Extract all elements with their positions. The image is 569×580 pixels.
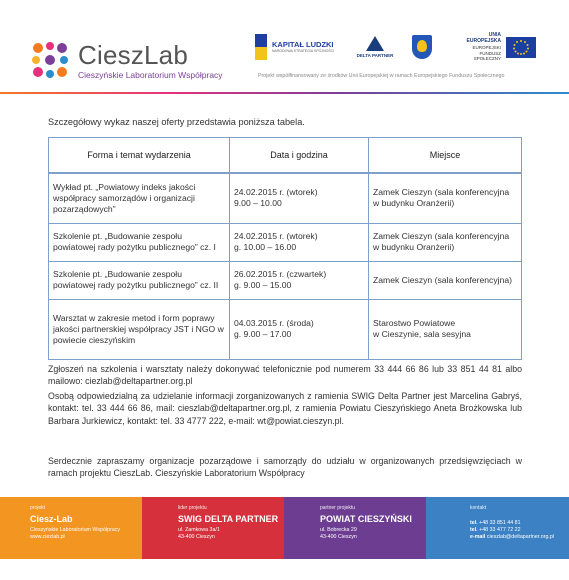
contact-paragraph: Osobą odpowiedzialną za udzielanie informacji zorganizowanych z ramienia SWIG Delta Partner jest Marcelina Gabryś, kontakt: tel. 33 444 66 86, mail: cieszlab@deltapartner.org.pl, z ramienia Powiatu Cieszyńskiego Aneta Brożkowska lub Barbara Jurkiewicz, kontakt: tel. 33 4777 222, e-mail: wt@powiat.cieszyn.pl.	[48, 391, 522, 426]
eu-logo	[455, 30, 545, 64]
footer-name: Ciesz-Lab	[30, 514, 73, 524]
delta-partner-text: DELTA PARTNER	[356, 53, 394, 58]
footer-name: POWIAT CIESZYŃSKI	[320, 514, 412, 524]
cell-place: Zamek Cieszyn (sala konferencyjna)	[373, 274, 512, 285]
header-event: Forma i temat wydarzenia	[49, 138, 230, 174]
header-place: Miejsce	[369, 138, 522, 174]
cell-place: Zamek Cieszyn (sala konferencyjna w budynku Oranżerii)	[373, 231, 510, 252]
eu-title: UNIA EUROPEJSKA	[466, 31, 501, 45]
cell-event: Wykład pt. „Powiatowy indeks jakości współpracy samorządów i organizacji pozarządowych”	[53, 181, 196, 214]
footer-project	[0, 497, 142, 559]
footer-partner	[284, 497, 426, 559]
footer-phone-1: tel. +48 33 851 44 81	[470, 520, 521, 526]
delta-triangle-icon	[366, 36, 384, 51]
cell-date: 04.03.2015 r. (środa) g. 9.00 – 17.00	[234, 318, 314, 339]
cell-place: Starostwo Powiatowe w Cieszynie, sala sesyjna	[373, 318, 471, 339]
footer-website-link[interactable]: www.ciezlab.pl	[30, 534, 65, 540]
delta-partner-logo	[355, 30, 395, 64]
cell-date: 24.02.2015 r. (wtorek) 9.00 – 10.00	[234, 187, 318, 209]
intro-text: Szczegółowy wykaz naszej oferty przedstawia poniższa tabela.	[48, 117, 305, 127]
table-row	[49, 299, 522, 359]
footer-contact	[426, 497, 569, 559]
project-funding-note: Projekt współfinansowany ze środków Unii Europejskiej w ramach Europejskiego Funduszu Społecznego	[258, 73, 505, 79]
footer-phone-2: tel. +48 33 477 72 22	[470, 527, 521, 533]
kapital-ludzki-logo	[255, 30, 350, 64]
header-date: Data i godzina	[230, 138, 369, 174]
cell-date: 24.02.2015 r. (wtorek) g. 10.00 – 16.00	[234, 231, 318, 252]
footer-name: SWIG DELTA PARTNER	[178, 514, 279, 524]
eu-flag-icon	[506, 37, 536, 58]
footer-line: ul. Bobrecka 29	[320, 527, 357, 533]
registration-paragraph: Zgłoszeń na szkolenia i warsztaty należy dokonywać telefonicznie pod numerem 33 444 66 86 lub 33 851 44 81 albo mailowo: ciezlab@deltapartner.org.pl	[48, 364, 522, 387]
header-divider	[0, 92, 569, 94]
kl-subtitle: NARODOWA STRATEGIA SPÓJNOŚCI	[272, 49, 335, 54]
footer-label: projekt	[30, 505, 46, 511]
table-header-row	[49, 138, 522, 174]
footer-line: 43-400 Cieszyn	[178, 534, 215, 540]
logo-title: CieszLab	[78, 40, 188, 70]
kl-flag-icon	[255, 34, 267, 60]
footer-label: partner projektu	[320, 505, 356, 511]
footer-label: lider projektu	[178, 505, 207, 511]
footer-line: ul. Zamkowa 3a/1	[178, 527, 220, 533]
cell-event: Szkolenie pt. „Budowanie zespołu powiatowej rady pożytku publicznego” cz. I	[53, 231, 216, 252]
powiat-crest	[412, 30, 434, 64]
table-row	[49, 261, 522, 299]
offer-table	[48, 137, 522, 360]
cell-event: Warsztat w zakresie metod i form poprawy jakości partnerskiej współpracy JST i NGO w powiecie cieszyńskim	[53, 312, 224, 345]
invitation-paragraph: Serdecznie zapraszamy organizacje pozarządowe i samorządy do udziału w organizowanych przedsięwzięciach w ramach projektu CieszLab. Cieszyńskie Laboratorium Współpracy	[48, 456, 522, 479]
table-row	[49, 173, 522, 223]
cell-date: 26.02.2015 r. (czwartek) g. 9.00 – 15.00	[234, 269, 327, 290]
cieszlab-logo-icon	[30, 40, 70, 80]
eu-subtitle: EUROPEJSKI FUNDUSZ SPOŁECZNY	[472, 44, 501, 62]
logo-subtitle: Cieszyńskie Laboratorium Współpracy	[78, 70, 223, 80]
cell-event: Szkolenie pt. „Budowanie zespołu powiatowej rady pożytku publicznego” cz. II	[53, 269, 219, 290]
footer-label: kontakt	[470, 505, 487, 511]
footer-line: 43-400 Cieszyn	[320, 534, 357, 540]
crest-shield-icon	[412, 35, 432, 59]
cell-place: Zamek Cieszyn (sala konferencyjna w budynku Oranżerii)	[373, 187, 510, 209]
footer-email: e-mail cieszlab@deltapartner.org.pl	[470, 534, 555, 540]
page-header	[0, 0, 569, 110]
table-row	[49, 223, 522, 261]
page-footer	[0, 497, 569, 559]
footer-leader	[142, 497, 284, 559]
footer-line: Cieszyńskie Laboratorium Współpracy	[30, 527, 121, 533]
kl-title: KAPITAŁ LUDZKI	[272, 40, 334, 50]
